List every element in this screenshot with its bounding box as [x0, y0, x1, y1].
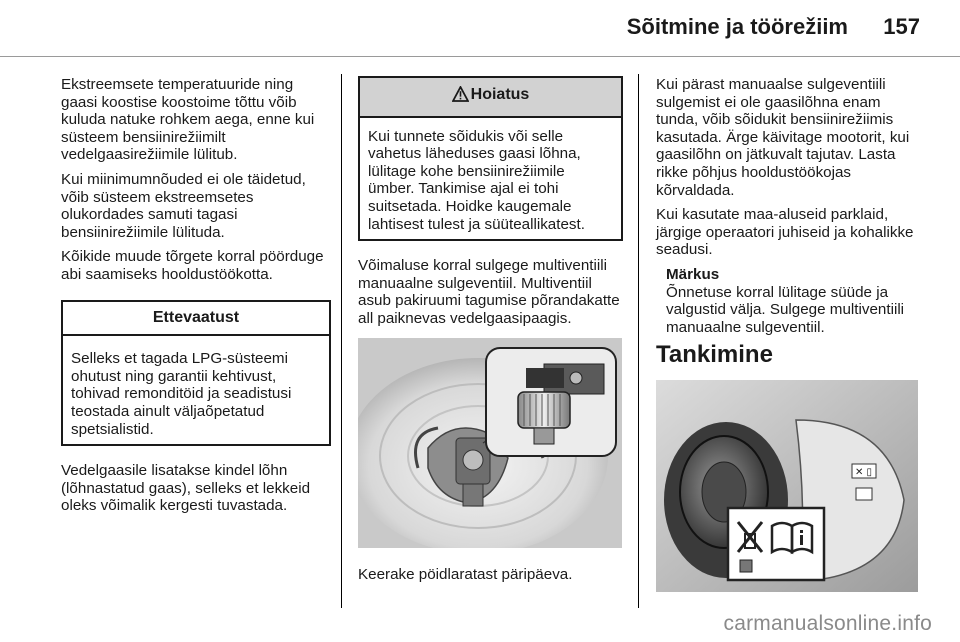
- paragraph: Kui pärast manuaalse sulgeventiili sulgemist ei ole gaasilõhna enam tunda, võib sõidukit bensiinirežiimis kasutada. Ärge käivitage mootorit, kui gaasilõhn on jätkuvalt tajutav. Lasta rikke põhjus hooldustöökojas kõrvaldada.: [656, 76, 910, 199]
- paragraph: Kõikide muude tõrgete korral pöörduge abi saamiseks hooldustöökotta.: [61, 248, 324, 283]
- warning-box: [358, 76, 623, 241]
- page-number: 157: [883, 14, 920, 39]
- paragraph: Keerake pöidlaratast päripäeva.: [358, 566, 573, 584]
- column-divider-right: [638, 74, 639, 608]
- watermark: carmanualsonline.info: [723, 612, 932, 635]
- warning-header: [360, 78, 621, 118]
- caution-text: Selleks et tagada LPG-süsteemi ohutust ning garantii kehtivust, tohivad remonditöid ja seadistusi teostada ainult väljaõpetatud spetsialistid.: [71, 350, 292, 438]
- paragraph: Kui kasutate maa-aluseid parklaid, järgige operaatori juhiseid ja kohalikke seadusi.: [656, 206, 914, 259]
- paragraph: Vedelgaasile lisatakse kindel lõhn (lõhnastatud gaas), selleks et lekkeid oleks võimalik kergesti tuvastada.: [61, 462, 311, 515]
- multivalve-illustration: [358, 338, 623, 553]
- svg-text:✕ ▯: ✕ ▯: [855, 466, 873, 478]
- paragraph: Võimaluse korral sulgege multiventiili manuaalne sulgeventiil. Multiventiil asub pakiruumi tagumise põrandakatte all paiknevas vedelgaasipaagis.: [358, 257, 620, 327]
- column-middle: [358, 76, 623, 591]
- note-text: Õnnetuse korral lülitage süüde ja valgustid välja. Sulgege multiventiili manuaalne sulgeventiil.: [666, 283, 905, 336]
- warning-text: Kui tunnete sõidukis või selle vahetus läheduses gaasi lõhna, lülitage kohe bensiinirežiimile ümber. Tankimise ajal ei tohi suitsetada. Hoidke kaugemale lahtisest tulest ja süüteallikatest.: [368, 127, 585, 233]
- column-right: [656, 76, 926, 611]
- warning-title: Hoiatus: [470, 86, 530, 103]
- paragraph: Kui miinimumnõuded ei ole täidetud, võib süsteem ekstreemsetes olukordades samuti tagasi bensiinirežiimile lülituda.: [61, 170, 306, 241]
- column-left: [61, 76, 331, 522]
- column-divider-left: [341, 74, 342, 608]
- warning-triangle-icon: [452, 86, 469, 107]
- header-rule: [0, 56, 960, 57]
- page-header-title: Sõitmine ja töörežiim: [626, 14, 848, 39]
- paragraph: Ekstreemsete temperatuuride ning gaasi koostise koostoime tõttu võib kuluda natuke rohkem aega, enne kui süsteem bensiinirežiimilt vedelgaasirežiimile lülitub.: [61, 76, 315, 164]
- caution-title: Ettevaatust: [63, 302, 329, 337]
- caution-box: [61, 300, 331, 447]
- section-heading: Tankimine: [656, 341, 773, 369]
- note-block: [656, 266, 926, 336]
- note-label: Märkus: [666, 265, 720, 283]
- fuel-filler-illustration: [656, 374, 926, 597]
